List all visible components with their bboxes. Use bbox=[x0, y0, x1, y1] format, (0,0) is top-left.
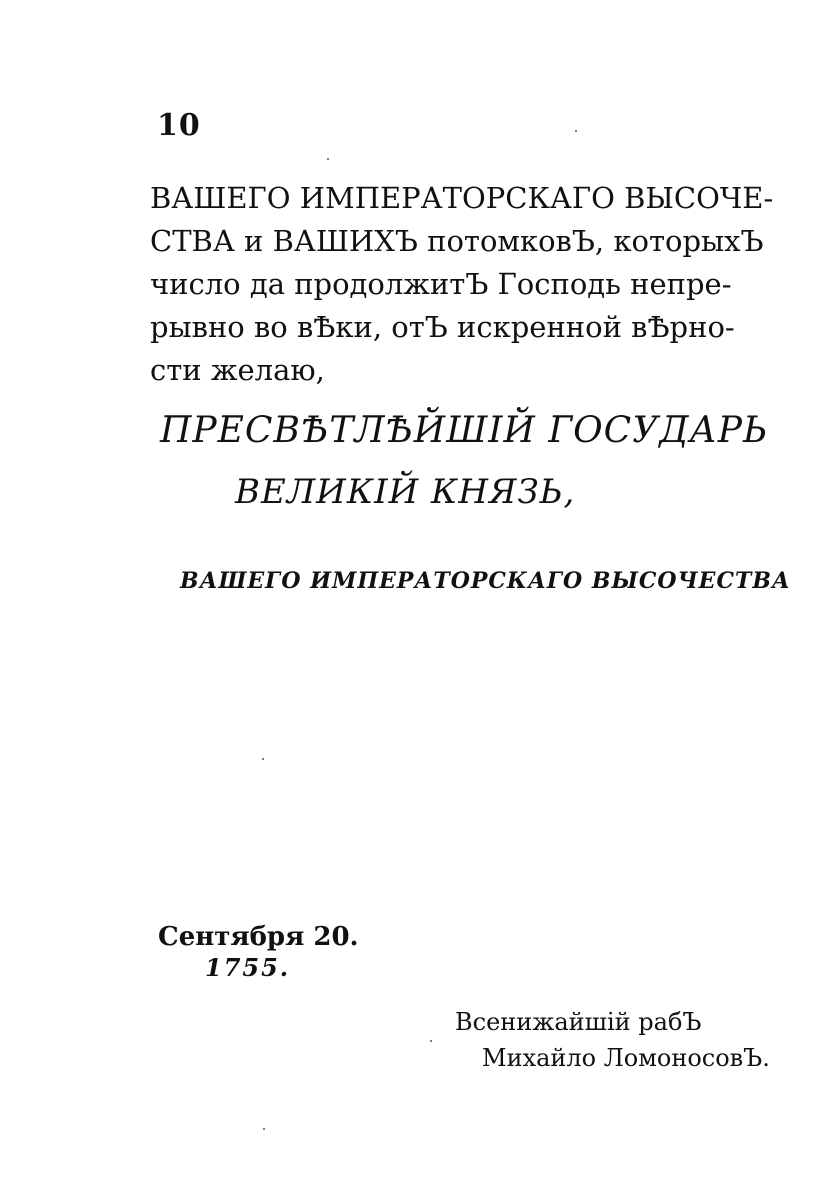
salutation-line-1: ПРЕСВѢТЛѢЙШІЙ ГОСУДАРЬ bbox=[160, 410, 769, 451]
body-line: СТВА и ВАШИХЪ потомковЪ, которыхЪ bbox=[150, 224, 764, 258]
print-speck bbox=[263, 1128, 265, 1130]
body-paragraph bbox=[150, 177, 774, 392]
salutation-line-2: ВЕЛИКІЙ КНЯЗЬ, bbox=[235, 472, 576, 512]
body-line: сти желаю, bbox=[150, 353, 325, 387]
signature-line-2: Михайло ЛомоносовЪ. bbox=[482, 1044, 770, 1072]
body-line: ВАШЕГО ИМПЕРАТОРСКАГО ВЫСОЧЕ- bbox=[150, 181, 774, 215]
address-line: ВАШЕГО ИМПЕРАТОРСКАГО ВЫСОЧЕСТВА bbox=[180, 568, 791, 594]
print-speck bbox=[327, 158, 329, 160]
date-day: Сентября 20. bbox=[158, 922, 359, 952]
date-year: 1755. bbox=[205, 953, 291, 982]
print-speck bbox=[575, 130, 577, 132]
body-line: рывно во вѢки, отЪ искренной вѢрно- bbox=[150, 310, 735, 344]
body-line: число да продолжитЪ Господь непре- bbox=[150, 267, 732, 301]
print-speck bbox=[262, 758, 264, 760]
print-speck bbox=[430, 1040, 432, 1042]
page-number: 10 bbox=[157, 108, 201, 143]
signature-line-1: Всенижайшій рабЪ bbox=[455, 1008, 702, 1036]
